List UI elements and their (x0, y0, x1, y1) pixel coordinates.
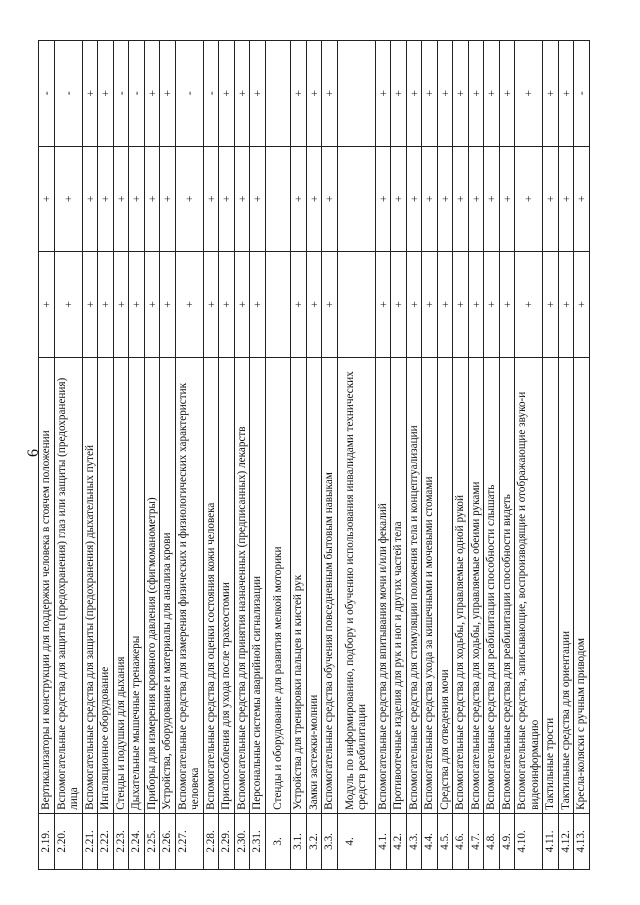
cell-col1: + (113, 252, 129, 358)
cell-col2: + (322, 146, 338, 252)
table-row (437, 41, 453, 870)
row-title: Вспомогательные средства для измерения физических и физиологических характеристик человека (175, 357, 203, 813)
row-number: 2.30. (234, 813, 250, 869)
cell-col1: + (39, 252, 55, 358)
cell-col1 (337, 252, 375, 358)
row-number: 4.7. (468, 813, 484, 869)
table-row (543, 41, 559, 870)
row-number: 2.25. (144, 813, 160, 869)
row-number: 3. (265, 813, 291, 869)
cell-col3: - (129, 41, 145, 147)
row-number: 3.2. (306, 813, 322, 869)
row-number: 4.8. (484, 813, 500, 869)
cell-col3: + (160, 41, 176, 147)
cell-col3: - (39, 41, 55, 147)
cell-col2: + (250, 146, 266, 252)
cell-col1: + (129, 252, 145, 358)
row-number: 4.9. (499, 813, 515, 869)
cell-col2: + (375, 146, 391, 252)
table-section-row (337, 41, 375, 870)
cell-col3: + (219, 41, 235, 147)
row-title: Вспомогательные средства для принятия назначенных (предписанных) лекарств (234, 357, 250, 813)
cell-col1: + (322, 252, 338, 358)
row-number: 4.5. (437, 813, 453, 869)
row-number: 2.20. (54, 813, 82, 869)
row-title: Замки застежки-молнии (306, 357, 322, 813)
cell-col3: + (453, 41, 469, 147)
cell-col2: + (422, 146, 438, 252)
row-number: 4.2. (391, 813, 407, 869)
row-title: Вспомогательные средства, записывающие, воспроизводящие и отображающие звуко-и видеоинформацию (515, 357, 543, 813)
row-number: 2.22. (98, 813, 114, 869)
cell-col2: + (113, 146, 129, 252)
row-title: Устройства, оборудование и материалы для анализа крови (160, 357, 176, 813)
cell-col1: + (391, 252, 407, 358)
table-row (306, 41, 322, 870)
cell-col3: + (306, 41, 322, 147)
cell-col1: + (375, 252, 391, 358)
table-row (160, 41, 176, 870)
row-title: Стенды и подушки для дыхания (113, 357, 129, 813)
table-row (291, 41, 307, 870)
cell-col1: + (543, 252, 559, 358)
cell-col2: + (203, 146, 219, 252)
cell-col2: + (39, 146, 55, 252)
cell-col3: + (543, 41, 559, 147)
cell-col3: + (558, 41, 574, 147)
row-number: 2.28. (203, 813, 219, 869)
row-title: Персональные системы аварийной сигнализации (250, 357, 266, 813)
row-number: 2.31. (250, 813, 266, 869)
cell-col1: + (203, 252, 219, 358)
table-row (203, 41, 219, 870)
cell-col1: + (144, 252, 160, 358)
cell-col2: + (453, 146, 469, 252)
table-row (468, 41, 484, 870)
page-number: 6 (25, 449, 42, 457)
cell-col3: + (144, 41, 160, 147)
cell-col3: + (98, 41, 114, 147)
row-title: Вспомогательные средства для ходьбы, управляемые обеими руками (468, 357, 484, 813)
row-title: Вспомогательные средства для защиты (предохранения) дыхательных путей (82, 357, 98, 813)
cell-col3: + (250, 41, 266, 147)
table-row (574, 41, 590, 870)
cell-col2: + (129, 146, 145, 252)
cell-col3: + (422, 41, 438, 147)
cell-col3: + (375, 41, 391, 147)
row-number: 4.4. (422, 813, 438, 869)
row-number: 2.26. (160, 813, 176, 869)
row-number: 2.19. (39, 813, 55, 869)
row-number: 2.23. (113, 813, 129, 869)
table-row (322, 41, 338, 870)
table-row (250, 41, 266, 870)
table-row (391, 41, 407, 870)
row-title: Противоотечные изделия для рук и ног и других частей тела (391, 357, 407, 813)
row-number: 4.13. (574, 813, 590, 869)
cell-col1: + (250, 252, 266, 358)
cell-col1: + (234, 252, 250, 358)
table-row (113, 41, 129, 870)
cell-col1: + (54, 252, 82, 358)
row-number: 3.1. (291, 813, 307, 869)
cell-col1: + (484, 252, 500, 358)
cell-col3: + (291, 41, 307, 147)
cell-col2: + (484, 146, 500, 252)
cell-col1: + (175, 252, 203, 358)
row-title: Вспомогательные средства для оценки состояния кожи человека (203, 357, 219, 813)
table-row (98, 41, 114, 870)
row-title: Вспомогательные средства для стимуляции положения тела и концептуализации (406, 357, 422, 813)
cell-col1: + (437, 252, 453, 358)
table-row (515, 41, 543, 870)
row-number: 4.3. (406, 813, 422, 869)
cell-col3 (337, 41, 375, 147)
cell-col2: + (160, 146, 176, 252)
row-title: Вспомогательные средства для реабилитации способности слышать (484, 357, 500, 813)
row-title: Дыхательные мышечные тренажеры (129, 357, 145, 813)
row-title: Приборы для измерения кровяного давления (сфигмоманометры) (144, 357, 160, 813)
cell-col2: + (54, 146, 82, 252)
cell-col2 (265, 146, 291, 252)
table-row (422, 41, 438, 870)
row-number: 2.29. (219, 813, 235, 869)
row-title: Устройства для тренировки пальцев и кистей рук (291, 357, 307, 813)
row-number: 3.3. (322, 813, 338, 869)
row-title: Средства для отведения мочи (437, 357, 453, 813)
row-title: Вспомогательные средства для ходьбы, управляемые одной рукой (453, 357, 469, 813)
cell-col3: - (574, 41, 590, 147)
cell-col1: + (160, 252, 176, 358)
cell-col3: + (391, 41, 407, 147)
cell-col2: + (291, 146, 307, 252)
cell-col3: + (82, 41, 98, 147)
row-title: Вспомогательные средства для защиты (предохранения) глаз или защиты (предохранения) лица (54, 357, 82, 813)
row-title: Вспомогательные средства обучения повседневным бытовым навыкам (322, 357, 338, 813)
cell-col2: + (234, 146, 250, 252)
row-title: Модуль по информированию, подбору и обучению использования инвалидами технических средств реабилитации (337, 357, 375, 813)
table-row (558, 41, 574, 870)
row-number: 4.12. (558, 813, 574, 869)
table-row (234, 41, 250, 870)
cell-col2: + (437, 146, 453, 252)
table-row (39, 41, 55, 870)
cell-col1: + (82, 252, 98, 358)
cell-col3: + (234, 41, 250, 147)
row-title: Вспомогательные средства для реабилитации способности видеть (499, 357, 515, 813)
cell-col2: + (406, 146, 422, 252)
cell-col1: + (291, 252, 307, 358)
cell-col2: + (543, 146, 559, 252)
row-number: 4. (337, 813, 375, 869)
cell-col2: + (515, 146, 543, 252)
table-row (453, 41, 469, 870)
cell-col2: + (219, 146, 235, 252)
row-number: 2.21. (82, 813, 98, 869)
table-row (144, 41, 160, 870)
cell-col3: - (175, 41, 203, 147)
row-title: Вспомогательные средства для впитывания мочи и/или фекалий (375, 357, 391, 813)
cell-col1: + (574, 252, 590, 358)
cell-col2: + (391, 146, 407, 252)
cell-col1: + (558, 252, 574, 358)
row-title: Тактильные средства для ориентации (558, 357, 574, 813)
cell-col2: + (558, 146, 574, 252)
row-title: Стенды и оборудование для развития мелкой моторики (265, 357, 291, 813)
table-row (175, 41, 203, 870)
table-row (219, 41, 235, 870)
cell-col1: + (406, 252, 422, 358)
table-row (499, 41, 515, 870)
cell-col1: + (515, 252, 543, 358)
cell-col3: + (484, 41, 500, 147)
cell-col3: - (113, 41, 129, 147)
cell-col3: + (322, 41, 338, 147)
equipment-table (38, 40, 590, 870)
row-number: 4.6. (453, 813, 469, 869)
table-row (484, 41, 500, 870)
cell-col1: + (453, 252, 469, 358)
table-row (54, 41, 82, 870)
table-row (375, 41, 391, 870)
cell-col3: + (499, 41, 515, 147)
cell-col2: + (98, 146, 114, 252)
table-row (129, 41, 145, 870)
cell-col3: + (406, 41, 422, 147)
cell-col3: + (468, 41, 484, 147)
cell-col1: + (306, 252, 322, 358)
cell-col3 (265, 41, 291, 147)
cell-col1: + (468, 252, 484, 358)
rotated-page (38, 40, 606, 870)
row-title: Ингаляционное оборудование (98, 357, 114, 813)
row-title: Кресла-коляски с ручным приводом (574, 357, 590, 813)
row-title: Тактильные трости (543, 357, 559, 813)
cell-col2: + (144, 146, 160, 252)
cell-col1: + (98, 252, 114, 358)
cell-col1: + (422, 252, 438, 358)
cell-col2: + (499, 146, 515, 252)
cell-col3: + (437, 41, 453, 147)
cell-col3: - (203, 41, 219, 147)
row-number: 2.24. (129, 813, 145, 869)
row-title: Вспомогательные средства ухода за кишечными и мочевыми стомами (422, 357, 438, 813)
cell-col3: + (515, 41, 543, 147)
row-title: Приспособления для ухода после трахеостомии (219, 357, 235, 813)
cell-col2: + (468, 146, 484, 252)
cell-col2: + (82, 146, 98, 252)
cell-col2: + (306, 146, 322, 252)
cell-col2: + (175, 146, 203, 252)
row-number: 4.10. (515, 813, 543, 869)
row-number: 4.1. (375, 813, 391, 869)
table-section-row (265, 41, 291, 870)
cell-col1 (265, 252, 291, 358)
cell-col1: + (499, 252, 515, 358)
row-title: Вертикализаторы и конструкции для поддержки человека в стоячем положении (39, 357, 55, 813)
table-row (406, 41, 422, 870)
cell-col2 (337, 146, 375, 252)
table-row (82, 41, 98, 870)
row-number: 2.27. (175, 813, 203, 869)
cell-col3: - (54, 41, 82, 147)
cell-col2: + (574, 146, 590, 252)
cell-col1: + (219, 252, 235, 358)
row-number: 4.11. (543, 813, 559, 869)
